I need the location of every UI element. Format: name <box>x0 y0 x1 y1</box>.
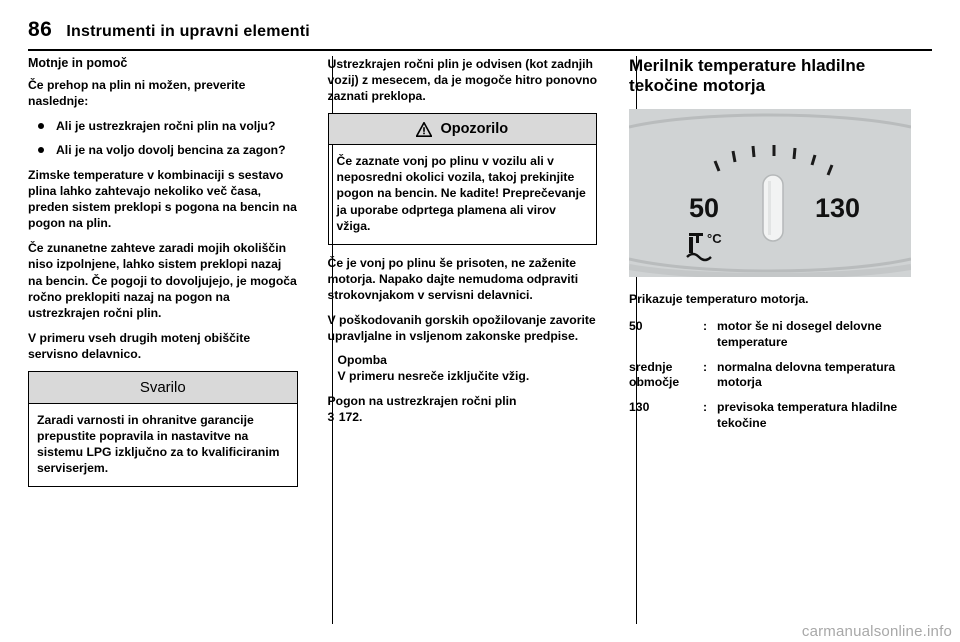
column-3 <box>611 56 936 624</box>
paragraph-gas-smell: Če je vonj po plinu še prisoten, ne zaženite motorja. Napako dajte nemudoma odpraviti strokovnjakom v servisni delavnici. <box>327 255 579 302</box>
paragraph-lpg-detection: Ustrezkrajen ročni plin je odvisen (kot zadnjih vozij) z mesecem, da je mogoče hitro ponovno zaznati preklopa. <box>327 57 598 104</box>
legend-key: 130 <box>629 400 650 415</box>
legend-key: srednje območje <box>629 359 680 390</box>
caution-box-text: Zaradi varnosti in ohranitve garancije prepustite popravila in nastavitve na sistemu LPG izključno za to kvalificiranim serviserjem. <box>37 413 280 476</box>
paragraph-regulations: V poškodovanih gorskih opožilovanje zavorite upravljalne in vsljenom zakonske predpise. <box>327 313 596 344</box>
cross-reference-page: 172. <box>338 410 363 425</box>
legend-value: previsoka temperatura hladilne tekočine <box>717 400 898 431</box>
watermark: carmanualsonline.info <box>801 623 952 640</box>
svg-text:130: 130 <box>815 192 861 223</box>
paragraph-conditions: Če zunanetne zahteve zaradi mojih okoliščin niso izpolnjene, lahko sistem preklopi nazaj na bencin. Če pogoji to dovoljujejo, je mogoča ročno preklopiti nazaj na pogon na ustrezkrajen ročni plin. <box>28 241 297 320</box>
caution-box <box>28 371 298 487</box>
gauge-legend-table <box>629 319 922 441</box>
cross-reference <box>328 393 598 425</box>
page-title: Instrumenti in upravni elementi <box>66 23 310 40</box>
legend-key: 50 <box>629 318 643 333</box>
list-item: Ali je na voljo dovolj bencina za zagon? <box>28 142 298 158</box>
coolant-gauge-illustration <box>629 109 911 277</box>
paragraph-winter-temps: Zimske temperature v kombinaciji s sestavo plina lahko zahtevajo nekoliko več časa, preden sistem preklopi s pogona na bencin na pogon na plin. <box>28 168 297 231</box>
inline-note-title: Opomba <box>337 353 387 368</box>
warning-box-text: Če zaznate vonj po plinu v vozilu ali v neposredni okolici vozila, takoj prekinjite pogon na bencin. Ne kadite! Preprečevanje ja uporabe odprtega plamena ali virov vžiga. <box>336 154 586 233</box>
inline-note <box>328 353 598 384</box>
list-item: Ali je ustrezkrajen ročni plin na volju? <box>28 118 298 134</box>
paragraph-intro: Če prehop na plin ni možen, preverite naslednje: <box>28 77 246 108</box>
page-header <box>28 18 932 52</box>
inline-note-text: V primeru nesreče izključite vžig. <box>337 369 530 384</box>
warning-triangle-icon <box>416 122 432 137</box>
header-divider <box>28 49 932 51</box>
column-2 <box>312 56 612 624</box>
section-heading-troubleshooting: Motnje in pomoč <box>28 56 128 70</box>
page-columns <box>28 56 936 624</box>
cross-reference-text: Pogon na ustrezkrajen ročni plin <box>327 394 517 409</box>
table-row <box>629 319 922 360</box>
column-1 <box>28 56 312 624</box>
legend-value: normalna delovna temperatura motorja <box>717 359 896 390</box>
legend-value: motor še ni dosegel delovne temperature <box>717 318 882 349</box>
warning-box <box>328 113 598 244</box>
caution-box-title: Svarilo <box>29 372 297 404</box>
checklist <box>28 118 298 158</box>
table-row <box>629 360 922 401</box>
section-heading-coolant-gauge: Merilnik temperature hladilne tekočine motorja <box>629 56 866 96</box>
legend-separator: : <box>703 318 708 333</box>
warning-box-title-row <box>329 114 597 145</box>
paragraph-other-faults: V primeru vseh drugih motenj obiščite servisno delavnico. <box>28 330 251 361</box>
page-number: 86 <box>28 18 53 41</box>
table-row <box>629 400 922 441</box>
warning-box-title: Opozorilo <box>440 121 509 138</box>
gauge-caption: Prikazuje temperaturo motorja. <box>629 291 809 306</box>
warning-box-body <box>329 145 597 243</box>
legend-separator: : <box>703 400 708 415</box>
caution-box-body <box>29 404 297 486</box>
svg-text:50: 50 <box>689 192 720 223</box>
legend-separator: : <box>703 359 708 374</box>
svg-text:°C: °C <box>707 230 722 246</box>
cross-reference-icon: 3 <box>327 410 336 425</box>
